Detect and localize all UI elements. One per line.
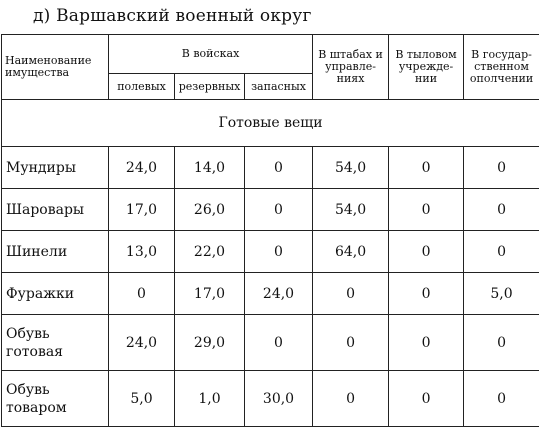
- header-spare-troops: запасных: [245, 74, 313, 100]
- table-cell: 17,0: [109, 189, 175, 231]
- table-row: [2, 189, 539, 231]
- table-cell: 24,0: [245, 273, 313, 315]
- header-property-name: Наименование имущества: [2, 35, 109, 100]
- table-cell: 0: [313, 371, 389, 427]
- table-cell: 0: [464, 315, 539, 371]
- table-row: [2, 147, 539, 189]
- table-cell: 22,0: [175, 231, 245, 273]
- row-name: Мундиры: [2, 147, 109, 189]
- section-title: Готовые вещи: [2, 100, 539, 147]
- table-cell: 0: [245, 147, 313, 189]
- table-cell: 5,0: [109, 371, 175, 427]
- table-cell: 0: [313, 315, 389, 371]
- table-cell: 13,0: [109, 231, 175, 273]
- table-cell: 64,0: [313, 231, 389, 273]
- table-cell: 0: [389, 273, 464, 315]
- table-cell: 54,0: [313, 147, 389, 189]
- table-cell: 0: [389, 147, 464, 189]
- table-cell: 0: [109, 273, 175, 315]
- header-reserve-troops: резервных: [175, 74, 245, 100]
- table-cell: 14,0: [175, 147, 245, 189]
- table-cell: 0: [464, 189, 539, 231]
- table-cell: 30,0: [245, 371, 313, 427]
- table-row: [2, 371, 539, 427]
- table-cell: 0: [313, 273, 389, 315]
- table-cell: 0: [245, 189, 313, 231]
- table-cell: 0: [464, 371, 539, 427]
- table-cell: 24,0: [109, 315, 175, 371]
- table-cell: 17,0: [175, 273, 245, 315]
- table-cell: 0: [389, 371, 464, 427]
- page-title: д) Варшавский военный округ: [33, 6, 312, 26]
- header-in-troops: В войсках: [109, 35, 313, 74]
- table-cell: 0: [245, 231, 313, 273]
- table-row: [2, 315, 539, 371]
- table-cell: 5,0: [464, 273, 539, 315]
- table-cell: 26,0: [175, 189, 245, 231]
- table-cell: 0: [389, 315, 464, 371]
- header-rear-institution: В тыловом учрежде-нии: [389, 35, 464, 100]
- table-cell: 24,0: [109, 147, 175, 189]
- table-cell: 0: [464, 231, 539, 273]
- row-name: Шинели: [2, 231, 109, 273]
- section-row: [2, 100, 539, 147]
- header-field-troops: полевых: [109, 74, 175, 100]
- row-name: Фуражки: [2, 273, 109, 315]
- header-row: [2, 35, 539, 74]
- table-cell: 29,0: [175, 315, 245, 371]
- table-row: [2, 273, 539, 315]
- table-cell: 0: [245, 315, 313, 371]
- table-cell: 0: [389, 189, 464, 231]
- table-cell: 54,0: [313, 189, 389, 231]
- table-cell: 0: [389, 231, 464, 273]
- table-row: [2, 231, 539, 273]
- row-name: Обувь готовая: [2, 315, 109, 371]
- table-cell: 0: [464, 147, 539, 189]
- property-table: [1, 34, 539, 427]
- row-name: Обувь товаром: [2, 371, 109, 427]
- row-name: Шаровары: [2, 189, 109, 231]
- table-cell: 1,0: [175, 371, 245, 427]
- header-headquarters: В штабах и управле-ниях: [313, 35, 389, 100]
- header-state-militia: В государ-ственном ополчении: [464, 35, 539, 100]
